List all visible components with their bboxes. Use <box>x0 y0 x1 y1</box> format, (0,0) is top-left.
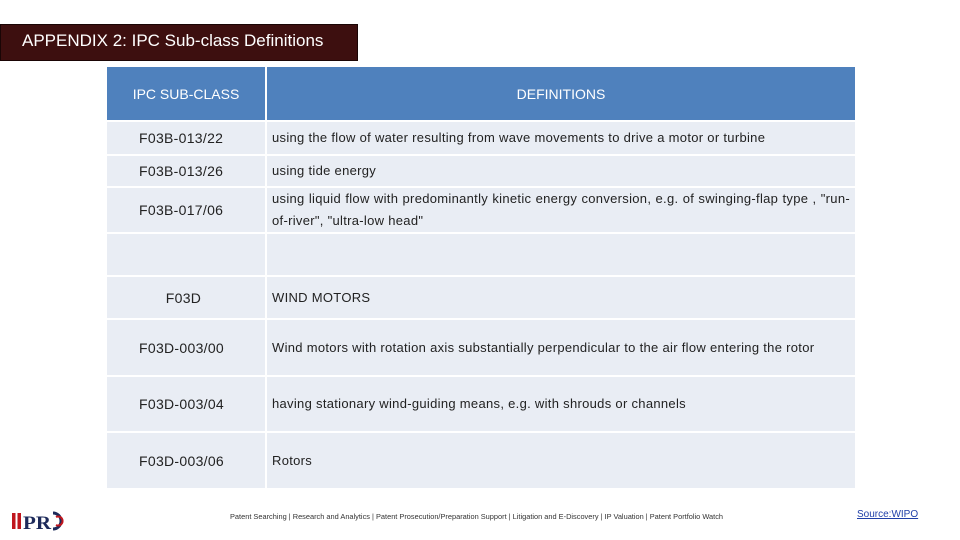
table-row <box>107 156 855 188</box>
table-row <box>107 277 855 320</box>
table-row <box>107 320 855 377</box>
definition-cell: Wind motors with rotation axis substantially perpendicular to the air flow entering the rotor <box>267 320 855 377</box>
definition-cell: using the flow of water resulting from wave movements to drive a motor or turbine <box>267 122 855 156</box>
ipc-code-cell <box>107 234 267 277</box>
table-header-row <box>107 67 855 122</box>
definition-cell: using tide energy <box>267 156 855 188</box>
table-row <box>107 433 855 490</box>
definition-cell <box>267 234 855 277</box>
table-row <box>107 122 855 156</box>
table-row <box>107 234 855 277</box>
ipc-code-cell: F03B-017/06 <box>107 188 267 234</box>
ipc-code-cell: F03D-003/04 <box>107 377 267 433</box>
ipc-code-cell: F03D <box>107 277 267 320</box>
definition-cell: using liquid flow with predominantly kinetic energy conversion, e.g. of swinging-flap type , "run-of-river", "ultra-low head" <box>267 188 855 234</box>
svg-text:PR: PR <box>23 513 52 533</box>
definition-cell: WIND MOTORS <box>267 277 855 320</box>
slide-title-bar <box>0 24 358 61</box>
ipc-code-cell: F03B-013/22 <box>107 122 267 156</box>
ipc-code-cell: F03D-003/00 <box>107 320 267 377</box>
source-link[interactable]: Source:WIPO <box>857 509 919 520</box>
ipc-code-cell: F03B-013/26 <box>107 156 267 188</box>
ipc-code-cell: F03D-003/06 <box>107 433 267 490</box>
ipc-definitions-table <box>107 67 855 490</box>
header-definitions: DEFINITIONS <box>267 67 855 122</box>
definition-cell: Rotors <box>267 433 855 490</box>
slide-title: APPENDIX 2: IPC Sub-class Definitions <box>22 31 324 50</box>
services-footer: Patent Searching | Research and Analytics | Patent Prosecution/Preparation Support | Litigation and E-Discovery | IP Valuation | Patent Portfolio Watch <box>230 512 723 521</box>
header-ipc-subclass: IPC SUB-CLASS <box>107 67 267 122</box>
table-row <box>107 377 855 433</box>
table-row <box>107 188 855 234</box>
iiprd-logo <box>10 509 70 533</box>
definition-cell: having stationary wind-guiding means, e.g. with shrouds or channels <box>267 377 855 433</box>
